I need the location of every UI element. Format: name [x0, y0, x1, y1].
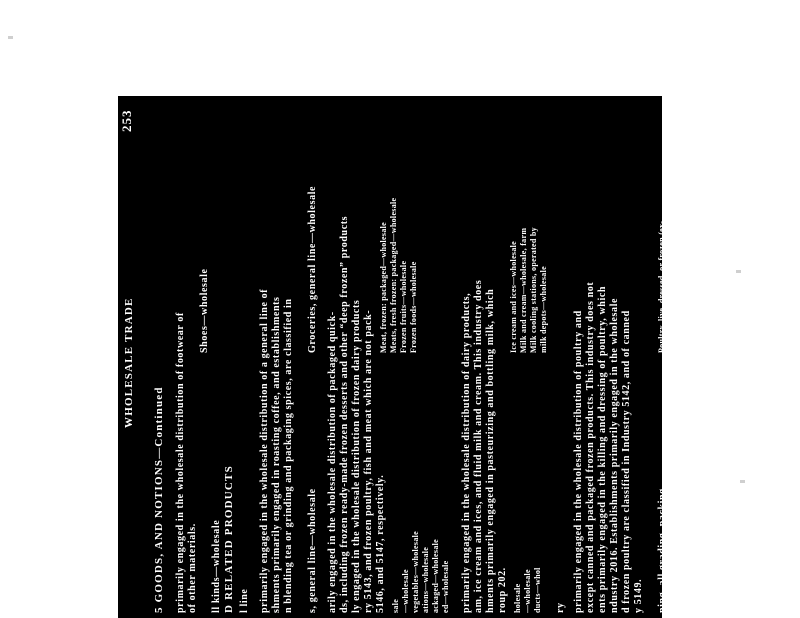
text-line: sale [391, 598, 400, 613]
text-line: ly engaged in the wholesale distribution of frozen dairy products [351, 299, 362, 613]
text-line: Poultry, live, dressed, or frozen (ex- [657, 220, 666, 353]
text-line: Frozen fruits—wholesale [399, 260, 408, 353]
text-line: Groceries, general line—wholesale [307, 185, 318, 353]
text-line: primarily engaged in the wholesale distribution of footwear of [175, 312, 186, 613]
text-line: vegetables—wholesale [411, 531, 420, 613]
text-line: ndustry 2016. Establishments primarily engaged in the wholesale [609, 297, 620, 613]
text-line: primarily engaged in the wholesale distribution of a general line of [259, 288, 270, 613]
text-line: arily engaged in the wholesale distribution of packaged quick- [327, 311, 338, 613]
scan-speck [740, 480, 745, 483]
text-line: d frozen poultry are classified in Industry 5142, and of canned [621, 310, 632, 613]
text-line: Meats, fresh frozen: packaged—wholesale [389, 197, 398, 353]
text-line: shments primarily engaged in roasting coffee, and establishments [271, 296, 282, 613]
text-line: Shoes—wholesale [199, 268, 210, 353]
text-line: ations—wholesale [421, 546, 430, 613]
text-line: ll kinds—wholesale [211, 519, 222, 613]
text-line: am, ice cream and ices, and fluid milk and cream. This industry does [473, 279, 484, 613]
text-line: 5146, and 5147, respectively. [375, 474, 386, 613]
text-line: Meat, frozen: packaged—wholesale [379, 222, 388, 353]
text-line: Frozen foods—wholesale [409, 261, 418, 353]
text-line: Milk and cream—wholesale, farm [519, 227, 528, 353]
text-line: Milk cooling stations, operated by [529, 227, 538, 353]
text-line: of other materials. [187, 523, 198, 613]
text-line: ed—wholesale [441, 560, 450, 613]
text-line: n blending tea or grinding and packaging spices, are classified in [283, 298, 294, 613]
text-line: y 5149. [633, 578, 644, 613]
text-line: Ice cream and ices—wholesale [509, 240, 518, 353]
text-line: ducts—whol [533, 567, 542, 613]
rotated-page-content [118, 96, 668, 618]
text-line: D RELATED PRODUCTS [223, 465, 235, 613]
text-line: primarily engaged in the wholesale distribution of dairy products, [461, 292, 472, 613]
text-line: milk depots—wholesale [539, 266, 548, 353]
text-line: holesale [513, 583, 522, 613]
page-number: 253 [119, 109, 134, 132]
text-line: primarily engaged in the wholesale distribution of poultry and [573, 310, 584, 613]
text-line: ents primarily engaged in the killing and dressing of poultry, which [597, 285, 608, 613]
scan-speck [736, 270, 741, 273]
text-line: —wholesale [401, 569, 410, 613]
scanned-page [118, 96, 668, 618]
text-line: roup 202. [497, 567, 508, 613]
text-line: ning, all grading, packing, [657, 485, 668, 613]
scan-speck [8, 36, 13, 39]
text-line: ds, including frozen ready-made frozen desserts and other “deep frozen” products [339, 215, 350, 613]
text-line: except canned and packaged frozen products. This industry does not [585, 281, 596, 613]
text-line: hments primarily engaged in pasteurizing and bottling milk, which [485, 288, 496, 613]
text-line: ry 5143, and frozen poultry, fish and meat which are not pack- [363, 309, 374, 613]
text-line: 5 GOODS, AND NOTIONS—Continued [153, 386, 165, 613]
running-title: WHOLESALE TRADE [123, 297, 135, 428]
text-line: —wholesale [523, 569, 532, 613]
text-line: s, general line—wholesale [307, 488, 318, 613]
text-line: ry [555, 602, 566, 613]
text-line: ackaged—wholesale [431, 539, 440, 613]
text-line: l line [239, 588, 250, 613]
